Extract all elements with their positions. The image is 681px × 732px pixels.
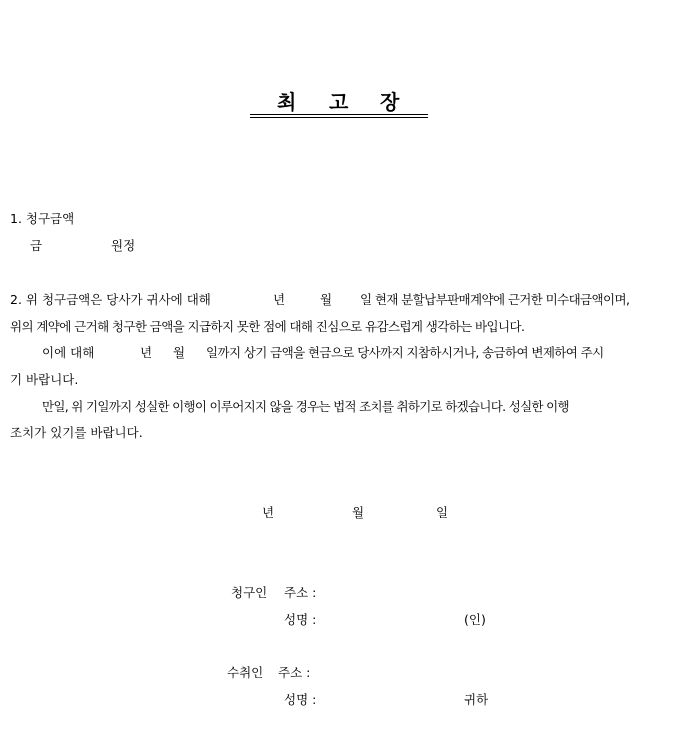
section2-line1-a: 2. 위 청구금액은 당사가 귀사에 대해 (10, 292, 211, 307)
recipient-address-label: 주소 : (278, 665, 311, 680)
section2-line3-month: 월 (173, 345, 186, 360)
section2-line1-year: 년 (273, 292, 286, 307)
section2-line6: 조치가 있기를 바랍니다. (10, 425, 143, 440)
title-underline-top (250, 114, 428, 115)
section2-line3-year: 년 (140, 345, 153, 360)
title-underline-bottom (250, 117, 428, 118)
amount-suffix: 원정 (111, 238, 136, 253)
section2-line2: 위의 계약에 근거해 청구한 금액을 지급하지 못한 점에 대해 진심으로 유감스럽게 생각하는 바입니다. (10, 319, 525, 334)
section2-line4: 기 바랍니다. (10, 372, 79, 387)
section2-line3-b: 일까지 상기 금액을 현금으로 당사까지 지참하시거나, 송금하여 변제하여 주시 (206, 345, 604, 360)
amount-prefix: 금 (30, 238, 43, 253)
section2-line5: 만일, 위 기일까지 성실한 이행이 이루어지지 않을 경우는 법적 조치를 취하기로 하겠습니다. 성실한 이행 (42, 399, 569, 414)
recipient-honorific: 귀하 (464, 692, 489, 707)
section1-heading: 1. 청구금액 (10, 211, 75, 226)
section2-line1-b: 일 현재 분할납부판매계약에 근거한 미수대금액이며, (360, 292, 630, 307)
date-month: 월 (352, 505, 365, 520)
section2-line1-month: 월 (320, 292, 333, 307)
recipient-name-label: 성명 : (284, 692, 317, 707)
title-char-1: 최 (277, 90, 297, 114)
claimant-label: 청구인 (231, 585, 268, 600)
title-char-2: 고 (329, 90, 349, 114)
section2-line3-a: 이에 대해 (42, 345, 95, 360)
date-day: 일 (436, 505, 449, 520)
claimant-seal: (인) (464, 612, 486, 627)
title-char-3: 장 (380, 90, 400, 114)
date-year: 년 (262, 505, 275, 520)
recipient-label: 수취인 (227, 665, 264, 680)
claimant-name-label: 성명 : (284, 612, 317, 627)
claimant-address-label: 주소 : (284, 585, 317, 600)
